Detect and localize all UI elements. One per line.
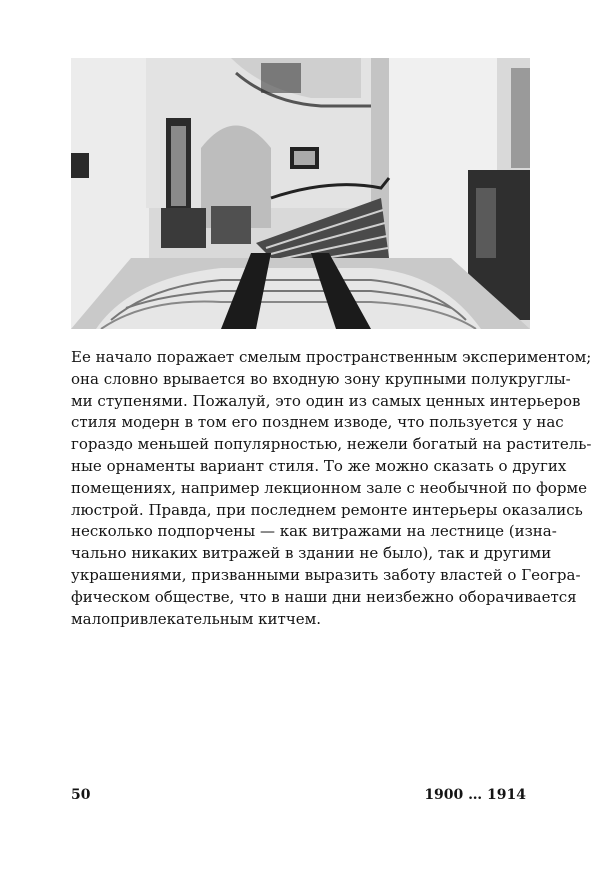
paragraph-line: люстрой. Правда, при последнем ремонте интерьеры оказались bbox=[71, 500, 583, 519]
staircase-photo bbox=[71, 58, 530, 329]
page-number: 50 bbox=[71, 787, 91, 803]
paragraph-line: малопривлекательным китчем. bbox=[71, 609, 322, 628]
paragraph-line: ми ступенями. Пожалуй, это один из самых ценных интерьеров bbox=[71, 391, 581, 410]
paragraph-line: чально никаких витражей в здании не было), так и другими bbox=[71, 544, 552, 563]
paragraph-line: несколько подпорчены — как витражами на лестнице (изна- bbox=[71, 522, 557, 541]
paragraph-line: фическом обществе, что в наши дни неизбежно оборачивается bbox=[71, 587, 577, 606]
running-head: 1900 … 1914 bbox=[424, 787, 526, 803]
paragraph-line: ные орнаменты вариант стиля. То же можно сказать о других bbox=[71, 456, 567, 475]
paragraph-line: украшениями, призванными выразить заботу властей о Геогра- bbox=[71, 565, 581, 584]
paragraph-line: стиля модерн в том его позднем изводе, что пользуется у нас bbox=[71, 413, 564, 432]
paragraph-line: гораздо меньшей популярностью, нежели богатый на раститель- bbox=[71, 435, 592, 454]
body-paragraph bbox=[71, 347, 592, 630]
paragraph-line: помещениях, например лекционном зале с необычной по форме bbox=[71, 478, 587, 497]
paragraph-line: Ее начало поражает смелым пространственным экспериментом; bbox=[71, 348, 592, 366]
paragraph-line: она словно врывается во входную зону крупными полукруглы- bbox=[71, 369, 571, 388]
